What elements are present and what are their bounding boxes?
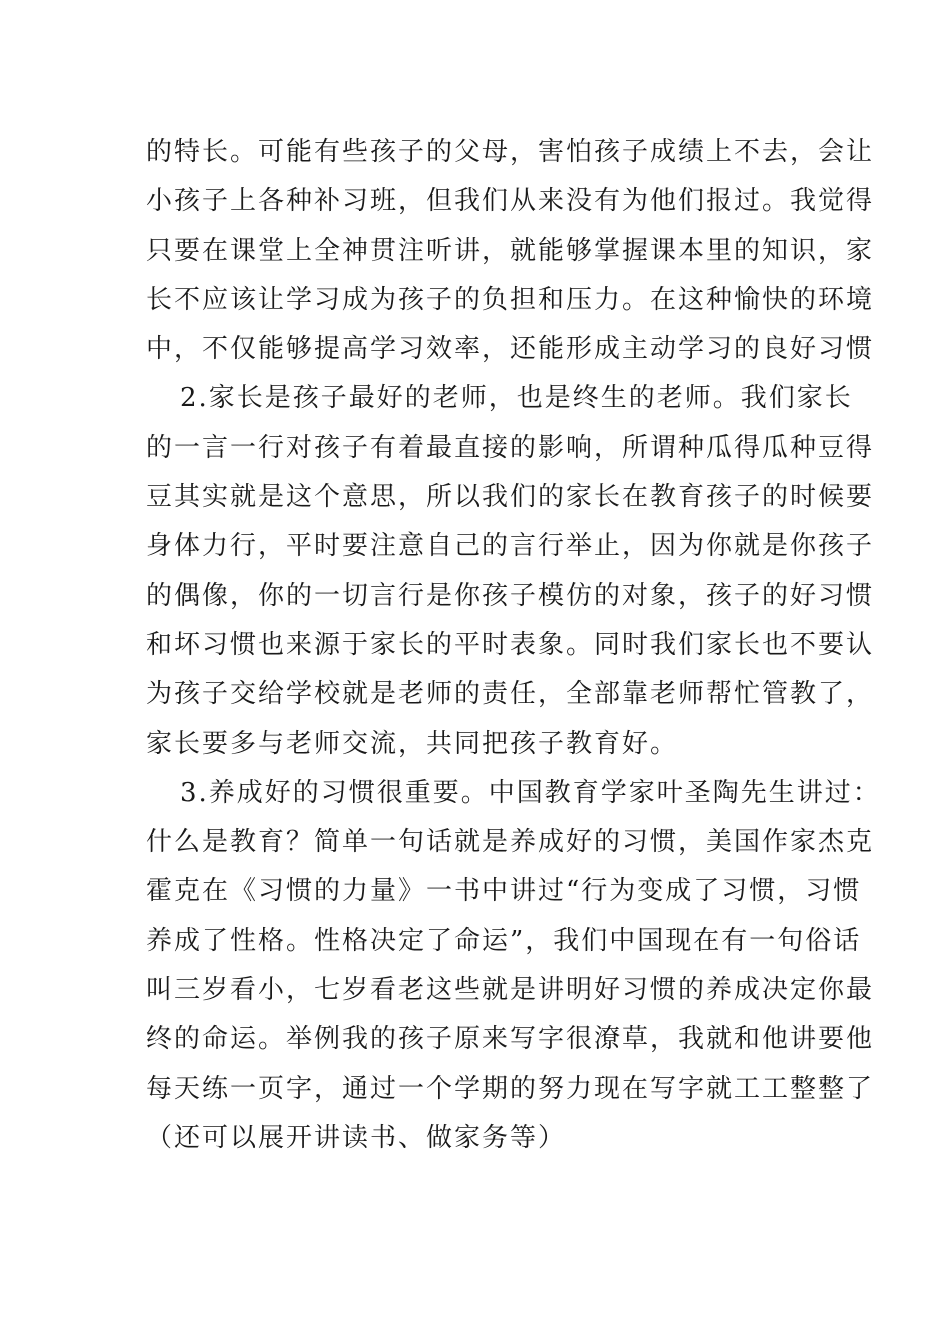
- text-line: 只要在课堂上全神贯注听讲，就能够掌握课本里的知识，家: [146, 235, 875, 266]
- paragraph-2-start: 2.家长是孩子最好的老师，也是终生的老师。我们家长: [180, 383, 853, 414]
- text-line: 的特长。可能有些孩子的父母，害怕孩子成绩上不去，会让: [146, 137, 875, 167]
- text-line: （还可以展开讲读书、做家务等）: [146, 1122, 567, 1153]
- text-line: 每天练一页字，通过一个学期的努力现在写字就工工整整了: [146, 1073, 875, 1104]
- text-line: 霍克在《习惯的力量》一书中讲过“行为变成了习惯，习惯: [146, 876, 862, 907]
- text-line: 长不应该让学习成为孩子的负担和压力。在这种愉快的环境: [146, 284, 875, 315]
- text-line: 和坏习惯也来源于家长的平时表象。同时我们家长也不要认: [146, 629, 875, 660]
- text-line: 为孩子交给学校就是老师的责任，全部靠老师帮忙管教了，: [146, 679, 875, 710]
- body-text: [146, 128, 881, 1163]
- text-line: 什么是教育？简单一句话就是养成好的习惯，美国作家杰克: [146, 827, 875, 858]
- text-line: 小孩子上各种补习班，但我们从来没有为他们报过。我觉得: [146, 186, 875, 217]
- paragraph-3-start: 3.养成好的习惯很重要。中国教育学家叶圣陶先生讲过：: [180, 777, 881, 808]
- text-line: 叫三岁看小，七岁看老这些就是讲明好习惯的养成决定你最: [146, 975, 875, 1006]
- text-line: 家长要多与老师交流，共同把孩子教育好。: [146, 728, 679, 759]
- text-line: 的一言一行对孩子有着最直接的影响，所谓种瓜得瓜种豆得: [146, 432, 875, 463]
- text-line: 的偶像，你的一切言行是你孩子模仿的对象，孩子的好习惯: [146, 580, 875, 611]
- text-line: 养成了性格。性格决定了命运”，我们中国现在有一句俗话: [146, 925, 862, 956]
- text-line: 豆其实就是这个意思，所以我们的家长在教育孩子的时候要: [146, 482, 875, 513]
- text-line: 身体力行，平时要注意自己的言行举止，因为你就是你孩子: [146, 531, 875, 562]
- text-line: 终的命运。举例我的孩子原来写字很潦草，我就和他讲要他: [146, 1024, 875, 1055]
- text-line: 中，不仅能够提高学习效率，还能形成主动学习的良好习惯: [146, 334, 875, 365]
